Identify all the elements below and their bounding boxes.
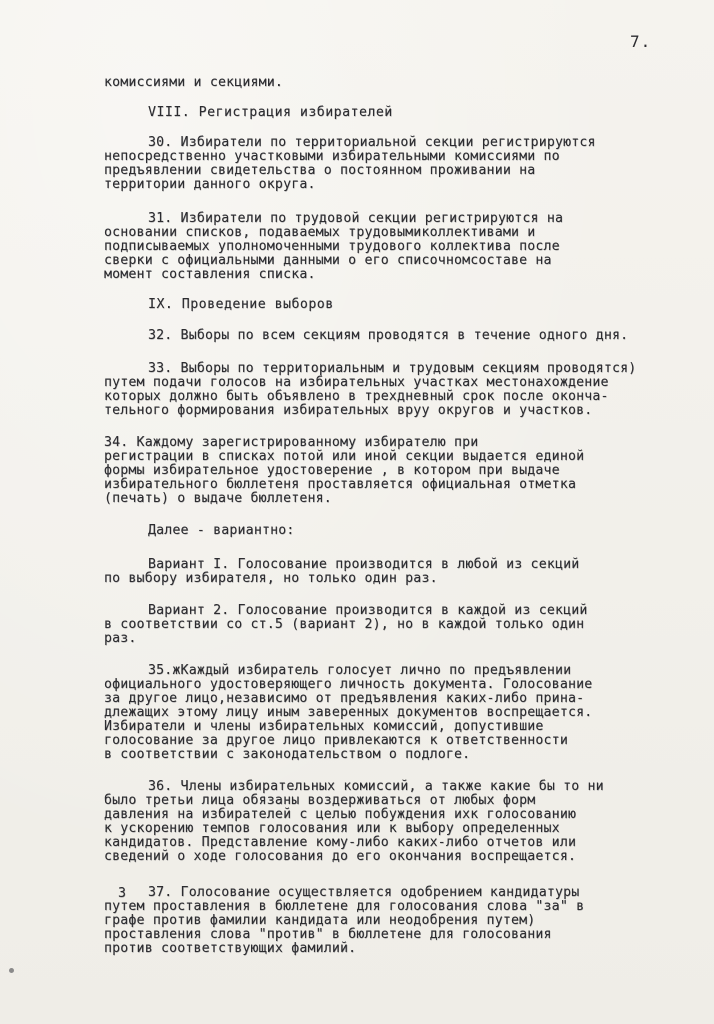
text-line: сведений о ходе голосования до его окончания воспрещается. xyxy=(104,849,577,864)
text-line: подписываемых уполномоченными трудового коллектива после xyxy=(104,239,560,254)
text-line: (печать) о выдаче бюллетеня. xyxy=(104,491,332,506)
text-line: Избиратели и члены избирательных комиссий, допустившие xyxy=(104,719,544,734)
text-line: избирательного бюллетеня проставляется официальная отметка xyxy=(104,477,577,492)
text-line: предъявлении свидетельства о постоянном проживании на xyxy=(104,163,536,178)
text-line: 30. Избиратели по территориальной секции регистрируются xyxy=(148,135,596,150)
text-line: Вариант I. Голосование производится в любой из секций xyxy=(148,557,580,572)
text-line: сверки с официальными данными о его списочномсоставе на xyxy=(104,253,552,268)
text-line: формы избирательное удостоверение , в котором при выдаче xyxy=(104,463,560,478)
text-line: 34. Каждому зарегистрированному избирателю при xyxy=(104,435,479,450)
text-line: путем проставления в бюллетене для голосования слова "за" в xyxy=(104,899,585,914)
text-line: непосредственно участковыми избирательными комиссиями по xyxy=(104,149,560,164)
text-line: комиссиями и секциями. xyxy=(104,75,284,90)
text-line: официального удостоверяющего личность документа. Голосование xyxy=(104,677,593,692)
margin-mark: 3 xyxy=(118,886,126,901)
text-line: регистрации в списках потой или иной секции выдается единой xyxy=(104,449,585,464)
text-line: длежащих этому лицу иным заверенных документов воспрещается. xyxy=(104,705,593,720)
text-line: против соответствующих фамилий. xyxy=(104,941,357,956)
text-line: 33. Выборы по территориальным и трудовым секциям проводятся) xyxy=(148,361,637,376)
text-line: 35.жКаждый избиратель голосует лично по предъявлении xyxy=(148,663,572,678)
text-line: за другое лицо,независимо от предъявления каких-либо прина- xyxy=(104,691,585,706)
text-line: которых должно быть объявлено в трехдневный срок после оконча- xyxy=(104,389,609,404)
text-line: момент составления списка. xyxy=(104,267,316,282)
text-line: Вариант 2. Голосование производится в каждой из секций xyxy=(148,603,588,618)
paper-speck xyxy=(9,968,14,973)
text-line: в соответствии со ст.5 (вариант 2), но в каждой только один xyxy=(104,617,585,632)
text-line: кандидатов. Представление кому-либо каких-либо отчетов или xyxy=(104,835,577,850)
text-line: территории данного округа. xyxy=(104,177,316,192)
text-line: было третьи лица обязаны воздерживаться от любых форм xyxy=(104,793,536,808)
text-line: 32. Выборы по всем секциям проводятся в течение одного дня. xyxy=(148,328,629,343)
text-line: 37. Голосование осуществляется одобрением кандидатуры xyxy=(148,885,580,900)
text-line: по выбору избирателя, но только один раз. xyxy=(104,571,438,586)
text-line: в соответствии с законодательством о подлоге. xyxy=(104,747,471,762)
text-line: проставления слова "против" в бюллетене для голосования xyxy=(104,927,552,942)
text-line: голосование за другое лицо привлекаются к ответственности xyxy=(104,733,568,748)
text-line: путем подачи голосов на избирательных участках местонахождение xyxy=(104,375,609,390)
text-line: к ускорению темпов голосования или к выбору определенных xyxy=(104,821,560,836)
text-line: тельного формирования избирательных вруу округов и участков. xyxy=(104,403,593,418)
text-line: графе против фамилии кандидата или неодобрения путем) xyxy=(104,913,536,928)
page-number: 7. xyxy=(630,32,652,51)
section-heading: IX. Проведение выборов xyxy=(148,297,334,312)
text-line: основании списков, подаваемых трудовымиколлективами и xyxy=(104,225,536,240)
section-heading: VIII. Регистрация избирателей xyxy=(148,105,393,120)
text-line: Далее - вариантно: xyxy=(148,523,295,538)
text-line: раз. xyxy=(104,631,137,646)
text-line: 36. Члены избирательных комиссий, а также какие бы то ни xyxy=(148,779,604,794)
text-line: 31. Избиратели по трудовой секции регистрируются на xyxy=(148,211,564,226)
text-line: давления на избирателей с целью побуждения ихк голосованию xyxy=(104,807,577,822)
